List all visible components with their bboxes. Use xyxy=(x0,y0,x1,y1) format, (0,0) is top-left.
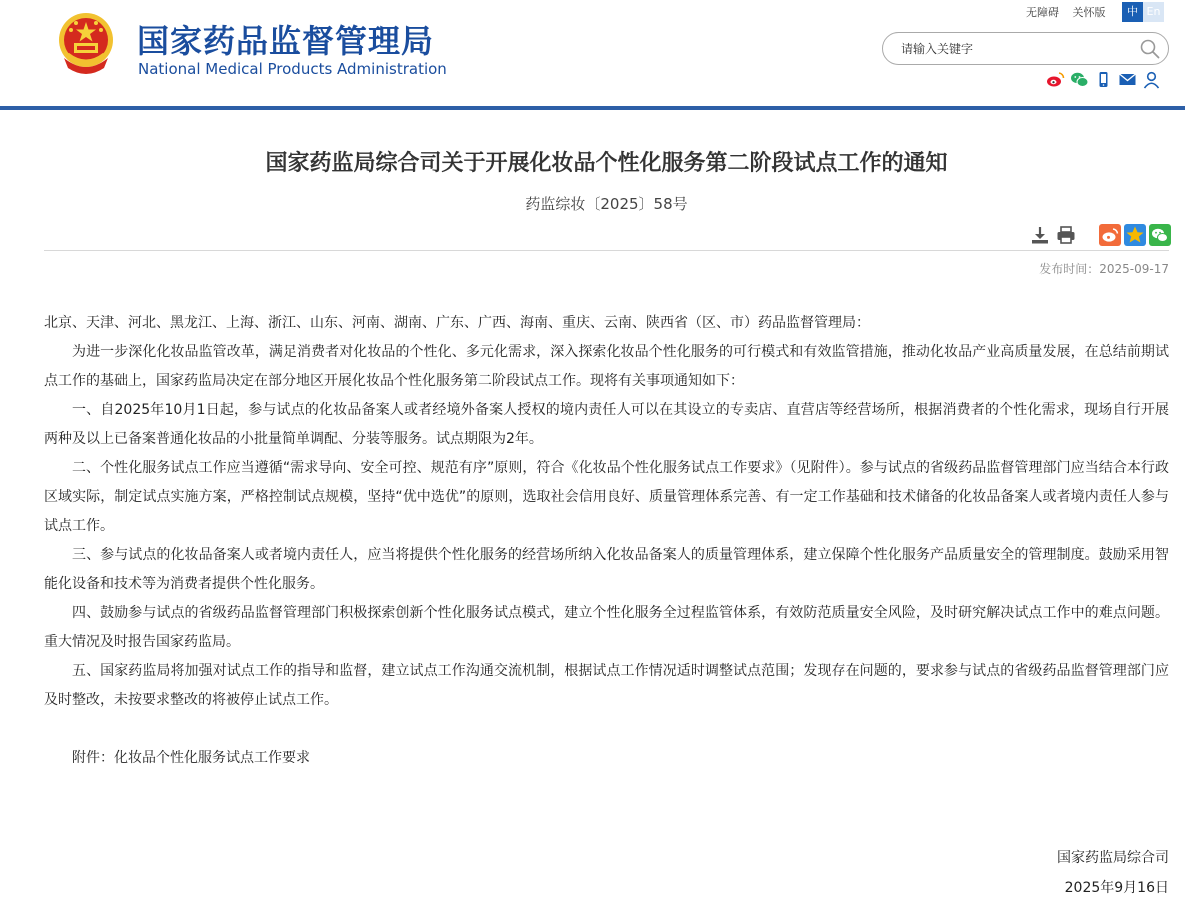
paragraph: 一、自2025年10月1日起，参与试点的化妆品备案人或者经境外备案人授权的境内责任人可以在其设立的专卖店、直营店等经营场所，根据消费者的个性化需求，现场自行开展两种及以上已备案普通化妆品的小批量简单调配、分装等服务。试点期限为2年。 xyxy=(44,402,1169,447)
download-icon[interactable] xyxy=(1030,225,1050,245)
title-divider xyxy=(44,250,1169,251)
top-links xyxy=(1026,4,1116,20)
lang-en-button[interactable]: En xyxy=(1143,2,1164,22)
share-weibo-icon[interactable] xyxy=(1099,224,1121,246)
site-logo-title[interactable]: 国家药品监督管理局 xyxy=(137,22,435,60)
wechat-icon[interactable] xyxy=(1070,70,1089,89)
print-icon[interactable] xyxy=(1056,225,1076,245)
paragraph: 五、国家药监局将加强对试点工作的指导和监督，建立试点工作沟通交流机制，根据试点工作情况适时调整试点范围；发现存在问题的，要求参与试点的省级药品监督管理部门应及时整改，未按要求整改的将被停止试点工作。 xyxy=(44,663,1169,708)
paragraph: 为进一步深化化妆品监管改革，满足消费者对化妆品的个性化、多元化需求，深入探索化妆品个性化服务的可行模式和有效监管措施，推动化妆品产业高质量发展，在总结前期试点工作的基础上，国家药监局决定在部分地区开展化妆品个性化服务第二阶段试点工作。现将有关事项通知如下： xyxy=(44,344,1169,389)
accessibility-link[interactable]: 无障碍 xyxy=(1026,6,1059,19)
article-body xyxy=(44,309,1169,773)
sign-date: 2025年9月16日 xyxy=(1064,880,1169,896)
mobile-icon[interactable] xyxy=(1094,70,1113,89)
site-logo-subtitle[interactable]: National Medical Products Administration xyxy=(138,60,447,78)
share-qzone-icon[interactable] xyxy=(1124,224,1146,246)
paragraph: 三、参与试点的化妆品备案人或者境内责任人，应当将提供个性化服务的经营场所纳入化妆品备案人的质量管理体系，建立保障个性化服务产品质量安全的管理制度。鼓励采用智能化设备和技术等为消费者提供个性化服务。 xyxy=(44,547,1169,592)
search-input[interactable] xyxy=(901,40,1131,58)
attachment-link[interactable]: 附件：化妆品个性化服务试点工作要求 xyxy=(72,750,310,766)
weibo-icon[interactable] xyxy=(1046,70,1065,89)
email-icon[interactable] xyxy=(1118,70,1137,89)
header-divider xyxy=(0,106,1185,110)
publish-date: 发布时间：2025-09-17 xyxy=(1039,262,1169,276)
salutation: 北京、天津、河北、黑龙江、上海、浙江、山东、河南、湖南、广东、广西、海南、重庆、云南、陕西省（区、市）药品监督管理局： xyxy=(44,315,870,331)
language-switch xyxy=(1122,2,1164,22)
header-social-links xyxy=(1046,70,1161,89)
national-emblem-icon[interactable] xyxy=(54,10,118,78)
lang-zh-button[interactable]: 中 xyxy=(1122,2,1143,22)
site-header xyxy=(0,0,1185,106)
paragraph: 二、个性化服务试点工作应当遵循“需求导向、安全可控、规范有序”原则，符合《化妆品个性化服务试点工作要求》（见附件）。参与试点的省级药品监督管理部门应当结合本行政区域实际，制定试点实施方案，严格控制试点规模，坚持“优中选优”的原则，选取社会信用良好、质量管理体系完善、有一定工作基础和技术储备的化妆品备案人或者境内责任人参与试点工作。 xyxy=(44,460,1169,534)
search-box xyxy=(882,32,1169,65)
paragraph: 四、鼓励参与试点的省级药品监督管理部门积极探索创新个性化服务试点模式，建立个性化服务全过程监管体系，有效防范质量安全风险，及时研究解决试点工作中的难点问题。重大情况及时报告国家药监局。 xyxy=(44,605,1169,650)
search-icon[interactable] xyxy=(1139,38,1161,60)
article-title: 国家药监局综合司关于开展化妆品个性化服务第二阶段试点工作的通知 xyxy=(265,151,948,176)
elder-mode-link[interactable]: 关怀版 xyxy=(1072,6,1106,19)
article-tools xyxy=(1030,224,1171,246)
document-number: 药监综妆〔2025〕58号 xyxy=(525,195,688,213)
user-icon[interactable] xyxy=(1142,70,1161,89)
signer: 国家药监局综合司 xyxy=(1057,850,1169,866)
share-wechat-icon[interactable] xyxy=(1149,224,1171,246)
